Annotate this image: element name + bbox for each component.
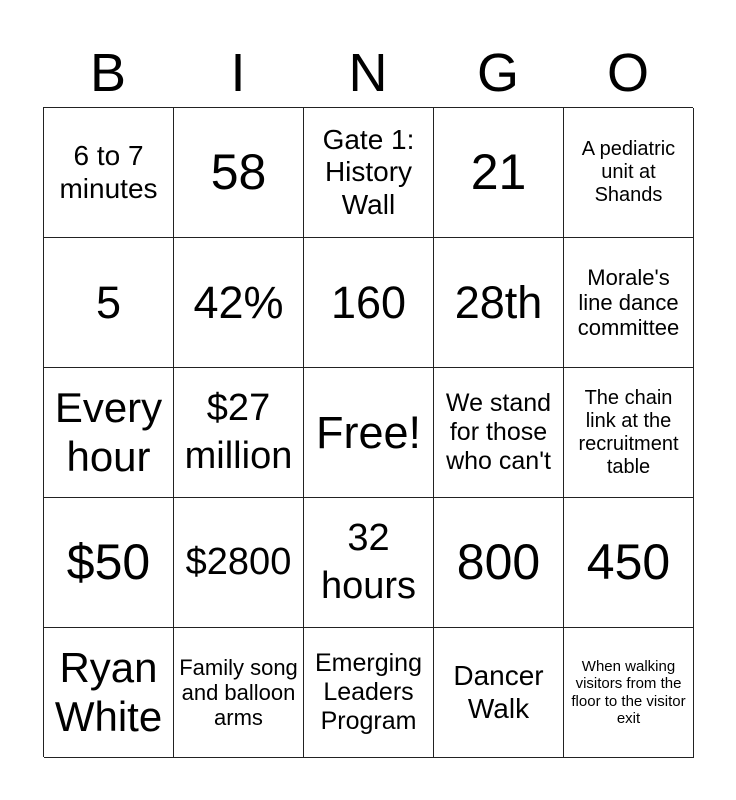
- bingo-cell-r5-c4[interactable]: [434, 628, 564, 758]
- bingo-cell-r5-c5[interactable]: [564, 628, 694, 758]
- bingo-cell-r4-c1[interactable]: [44, 498, 174, 628]
- bingo-cell-r1-c2[interactable]: [174, 108, 304, 238]
- bingo-cell-r2-c3[interactable]: [304, 238, 434, 368]
- cell-text: Family song and balloon arms: [179, 654, 298, 731]
- cell-text: The chain link at the recruitment table: [578, 386, 679, 478]
- bingo-cell-r3-c4[interactable]: [434, 368, 564, 498]
- bingo-cell-r4-c3[interactable]: [304, 498, 434, 628]
- bingo-header: [43, 40, 693, 106]
- cell-text: Emerging Leaders Program: [315, 649, 422, 735]
- cell-text: 28th: [454, 276, 543, 328]
- bingo-cell-r3-c2[interactable]: [174, 368, 304, 498]
- cell-text: A pediatric unit at Shands: [581, 138, 676, 206]
- cell-text: Morale's line dance committee: [577, 264, 680, 341]
- bingo-cell-r1-c3[interactable]: [304, 108, 434, 238]
- bingo-cell-r3-c3[interactable]: [304, 368, 434, 498]
- bingo-cell-r4-c4[interactable]: [434, 498, 564, 628]
- header-letter-g: G: [476, 43, 519, 103]
- cell-text: $27 million: [184, 387, 293, 477]
- cell-text: Ryan White: [54, 644, 163, 740]
- bingo-cell-r4-c2[interactable]: [174, 498, 304, 628]
- header-letter-b: B: [89, 43, 127, 103]
- bingo-cell-r1-c4[interactable]: [434, 108, 564, 238]
- bingo-cell-r2-c2[interactable]: [174, 238, 304, 368]
- cell-text: Every hour: [54, 384, 163, 480]
- bingo-cell-r5-c3[interactable]: [304, 628, 434, 758]
- cell-text: When walking visitors from the floor to the visitor exit: [571, 658, 686, 727]
- bingo-cell-r1-c5[interactable]: [564, 108, 694, 238]
- cell-text: $50: [66, 533, 151, 590]
- bingo-cell-r5-c1[interactable]: [44, 628, 174, 758]
- cell-text: Free!: [315, 406, 422, 458]
- cell-text: 32 hours: [320, 517, 417, 607]
- cell-text: Dancer Walk: [453, 660, 544, 724]
- bingo-cell-r3-c5[interactable]: [564, 368, 694, 498]
- cell-text: 6 to 7 minutes: [59, 140, 158, 204]
- bingo-cell-r5-c2[interactable]: [174, 628, 304, 758]
- header-letter-i: I: [230, 43, 246, 103]
- cell-text: 5: [95, 276, 122, 328]
- bingo-cell-r2-c1[interactable]: [44, 238, 174, 368]
- bingo-cell-r3-c1[interactable]: [44, 368, 174, 498]
- cell-text: We stand for those who can't: [445, 389, 552, 475]
- bingo-board: [43, 107, 693, 757]
- cell-text: 21: [470, 143, 527, 200]
- cell-text: $2800: [185, 540, 292, 583]
- header-letter-n: N: [348, 43, 388, 103]
- bingo-cell-r1-c1[interactable]: [44, 108, 174, 238]
- cell-text: 42%: [193, 276, 284, 328]
- cell-text: Gate 1: History Wall: [322, 124, 415, 220]
- cell-text: 58: [210, 143, 267, 200]
- bingo-cell-r2-c5[interactable]: [564, 238, 694, 368]
- bingo-cell-r4-c5[interactable]: [564, 498, 694, 628]
- cell-text: 800: [456, 533, 541, 590]
- cell-text: 450: [586, 533, 671, 590]
- bingo-cell-r2-c4[interactable]: [434, 238, 564, 368]
- header-letter-o: O: [606, 43, 649, 103]
- cell-text: 160: [330, 276, 407, 328]
